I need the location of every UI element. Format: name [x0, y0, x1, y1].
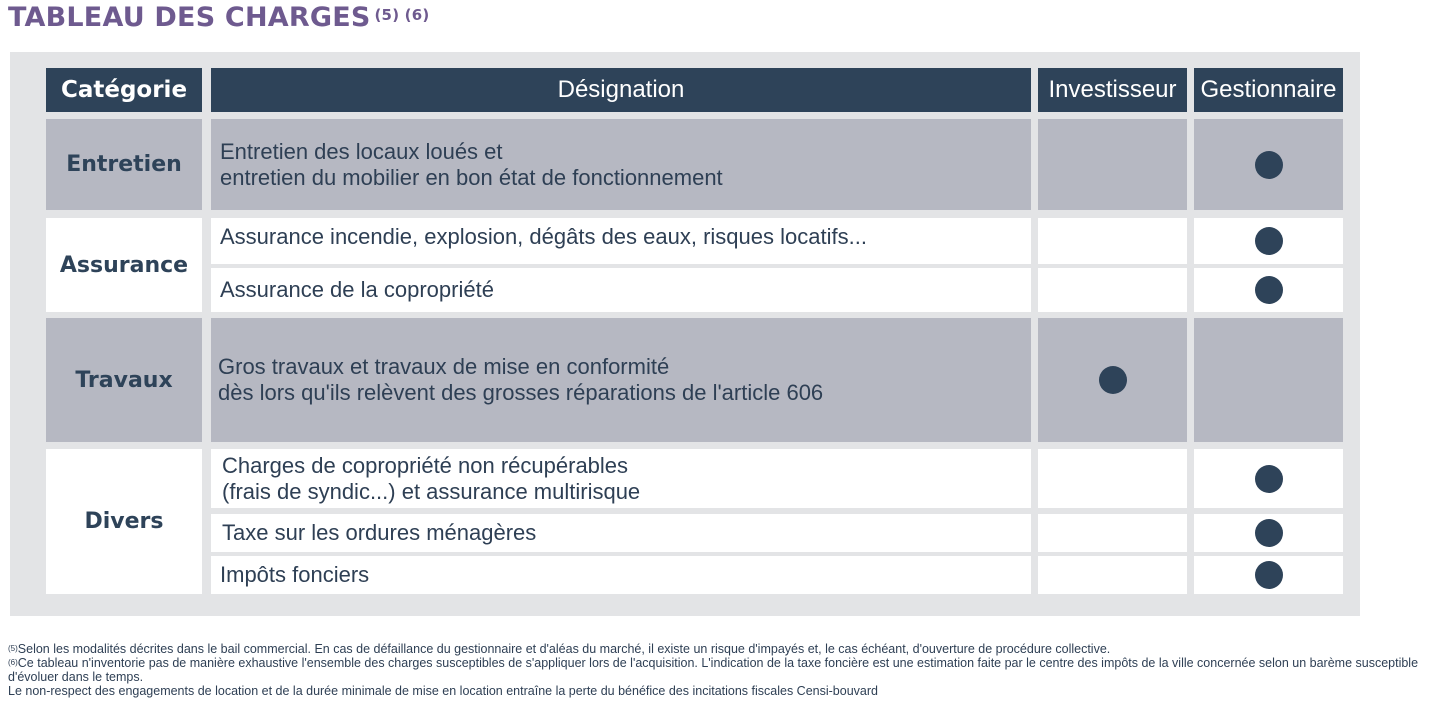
- responsibility-dot: [1255, 276, 1283, 304]
- gestionnaire-cell: [1194, 449, 1343, 508]
- responsibility-dot: [1255, 227, 1283, 255]
- table-row-designation: [211, 218, 1031, 264]
- responsibility-dot: [1255, 465, 1283, 493]
- table-row-designation: [211, 514, 1031, 552]
- gestionnaire-cell: [1194, 318, 1343, 442]
- designation-line: Assurance de la copropriété: [220, 277, 494, 302]
- investisseur-cell: [1038, 556, 1187, 594]
- header-investisseur: Investisseur: [1038, 68, 1187, 112]
- gestionnaire-cell: [1194, 556, 1343, 594]
- designation-line: (frais de syndic...) et assurance multirisque: [222, 478, 641, 504]
- responsibility-dot: [1099, 366, 1127, 394]
- investisseur-cell: [1038, 514, 1187, 552]
- table-row-designation: [211, 556, 1031, 594]
- category-assurance: Assurance: [46, 218, 202, 312]
- footnote-6: [8, 656, 1428, 684]
- category-entretien: Entretien: [46, 119, 202, 210]
- header-designation: Désignation: [211, 68, 1031, 112]
- gestionnaire-cell: [1194, 268, 1343, 312]
- title-refs: (5) (6): [374, 6, 430, 24]
- designation-line: Entretien des locaux loués et: [220, 138, 503, 164]
- category-divers: Divers: [46, 449, 202, 594]
- table-row-designation: [211, 318, 1031, 442]
- footnote-6-text: Ce tableau n'inventorie pas de manière exhaustive l'ensemble des charges susceptibles de s'appliquer lors de l'acquisition. L'indication de la taxe foncière est une estimation faite par le centre des impôts de la ville concernée selon un barème susceptible d'évoluer dans le temps.: [8, 656, 1419, 684]
- footnote-fiscal: Le non-respect des engagements de location et de la durée minimale de mise en location entraîne la perte du bénéfice des incitations fiscales Censi-bouvard: [8, 684, 878, 698]
- designation-line: Impôts fonciers: [220, 562, 370, 587]
- designation-line: Assurance incendie, explosion, dégâts des eaux, risques locatifs...: [220, 224, 867, 249]
- footnotes: [8, 642, 1428, 698]
- investisseur-cell: [1038, 218, 1187, 264]
- designation-line: entretien du mobilier en bon état de fonctionnement: [220, 164, 723, 190]
- designation-line: dès lors qu'ils relèvent des grosses réparations de l'article 606: [218, 380, 824, 405]
- header-gestionnaire: Gestionnaire: [1194, 68, 1343, 112]
- footnote-6-ref: (6): [8, 658, 18, 667]
- table-row-designation: [211, 119, 1031, 210]
- investisseur-cell: [1038, 119, 1187, 210]
- category-travaux: Travaux: [46, 318, 202, 442]
- investisseur-cell: [1038, 449, 1187, 508]
- designation-line: Gros travaux et travaux de mise en conformité: [218, 354, 670, 379]
- designation-line: Taxe sur les ordures ménagères: [222, 520, 537, 545]
- responsibility-dot: [1255, 561, 1283, 589]
- footnote-5: [8, 642, 1428, 656]
- investisseur-cell: [1038, 318, 1187, 442]
- investisseur-cell: [1038, 268, 1187, 312]
- designation-line: Charges de copropriété non récupérables: [222, 452, 629, 478]
- gestionnaire-cell: [1194, 514, 1343, 552]
- footnote-5-text: Selon les modalités décrites dans le bail commercial. En cas de défaillance du gestionnaire et d'aléas du marché, il existe un risque d'impayés et, le cas échéant, d'ouverture de procédure collective.: [17, 642, 1111, 656]
- table-row-designation: [211, 449, 1031, 508]
- responsibility-dot: [1255, 151, 1283, 179]
- page-title: [8, 2, 429, 33]
- title-text: TABLEAU DES CHARGES: [8, 2, 371, 33]
- footnote-5-ref: (5): [8, 644, 18, 653]
- responsibility-dot: [1255, 519, 1283, 547]
- gestionnaire-cell: [1194, 119, 1343, 210]
- header-categorie: Catégorie: [46, 68, 202, 112]
- gestionnaire-cell: [1194, 218, 1343, 264]
- table-row-designation: [211, 268, 1031, 312]
